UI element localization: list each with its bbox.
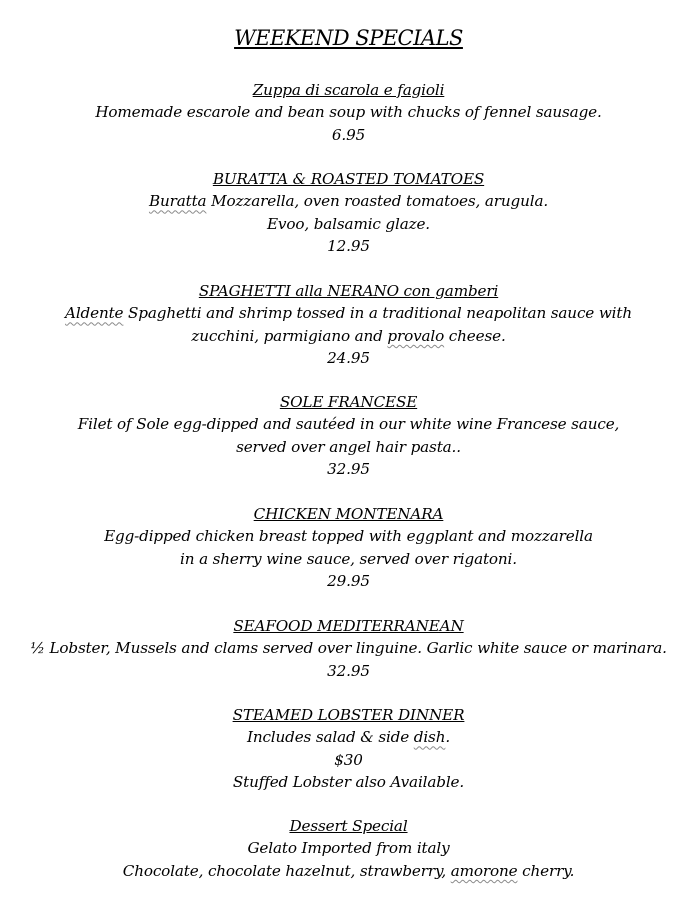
spellcheck-word: provalo xyxy=(387,326,445,345)
item-name: Zuppa di scarola e fagioli xyxy=(252,81,445,99)
menu-item-chicken-montenara xyxy=(0,503,697,593)
item-description: Homemade escarole and bean soup with chucks of fennel sausage. xyxy=(95,103,602,122)
menu-item-dessert-special xyxy=(0,815,697,882)
menu-item-buratta xyxy=(0,168,697,258)
item-description-line-1: Gelato Imported from italy xyxy=(247,839,450,858)
item-description-line-1: ½ Lobster, Mussels and clams served over linguine. Garlic white sauce or marinara. xyxy=(30,639,667,658)
item-price: 29.95 xyxy=(327,572,370,591)
item-price: 24.95 xyxy=(327,349,370,368)
description-text: Includes salad & side xyxy=(246,728,414,747)
menu-item-steamed-lobster xyxy=(0,704,697,794)
item-description-line-2: served over angel hair pasta.. xyxy=(236,437,461,456)
item-description-line-2 xyxy=(0,325,697,347)
item-description-line-2: Evoo, balsamic glaze. xyxy=(267,214,430,233)
description-text: cherry. xyxy=(517,861,575,880)
description-text: zucchini, parmigiano and xyxy=(191,326,388,345)
spellcheck-word: Aldente xyxy=(65,304,124,323)
spellcheck-word: dish xyxy=(413,728,446,747)
description-text: Chocolate, chocolate hazelnut, strawberry, xyxy=(122,861,451,880)
item-price: 6.95 xyxy=(331,125,366,144)
item-price: 32.95 xyxy=(327,460,370,479)
item-name: SOLE FRANCESE xyxy=(279,393,418,411)
item-name: CHICKEN MONTENARA xyxy=(253,505,444,523)
spellcheck-word: Buratta xyxy=(148,192,207,211)
menu-item-seafood-mediterranean xyxy=(0,615,697,682)
menu-item-sole-francese xyxy=(0,391,697,481)
menu-title: WEEKEND SPECIALS xyxy=(234,26,463,50)
description-text: . xyxy=(445,728,451,747)
item-name: SEAFOOD MEDITERRANEAN xyxy=(233,617,464,635)
item-description-line-2 xyxy=(0,860,697,882)
item-name: Dessert Special xyxy=(289,817,408,835)
item-name: STEAMED LOBSTER DINNER xyxy=(232,706,465,724)
description-text: Spaghetti and shrimp tossed in a traditional neapolitan sauce with xyxy=(123,304,632,323)
menu-item-zuppa xyxy=(0,79,697,146)
item-description-line-2: in a sherry wine sauce, served over rigatoni. xyxy=(180,549,517,568)
item-name: BURATTA & ROASTED TOMATOES xyxy=(212,170,485,188)
spellcheck-word: amorone xyxy=(450,861,518,880)
item-note: Stuffed Lobster also Available. xyxy=(232,773,465,792)
description-text: Mozzarella, oven roasted tomatoes, arugula. xyxy=(206,192,549,211)
item-description-line-1 xyxy=(0,302,697,324)
description-text: cheese. xyxy=(444,326,506,345)
item-name: SPAGHETTI alla NERANO con gamberi xyxy=(198,282,499,300)
item-description-line-1: Filet of Sole egg-dipped and sautéed in our white wine Francese sauce, xyxy=(77,415,620,434)
item-price: 32.95 xyxy=(327,661,370,680)
menu-item-spaghetti xyxy=(0,280,697,370)
item-description-line-1: Egg-dipped chicken breast topped with eggplant and mozzarella xyxy=(104,527,593,546)
item-price: $30 xyxy=(334,750,363,769)
item-description-line-1 xyxy=(0,190,697,212)
item-description-line-1 xyxy=(0,726,697,748)
item-price: 12.95 xyxy=(327,237,370,256)
